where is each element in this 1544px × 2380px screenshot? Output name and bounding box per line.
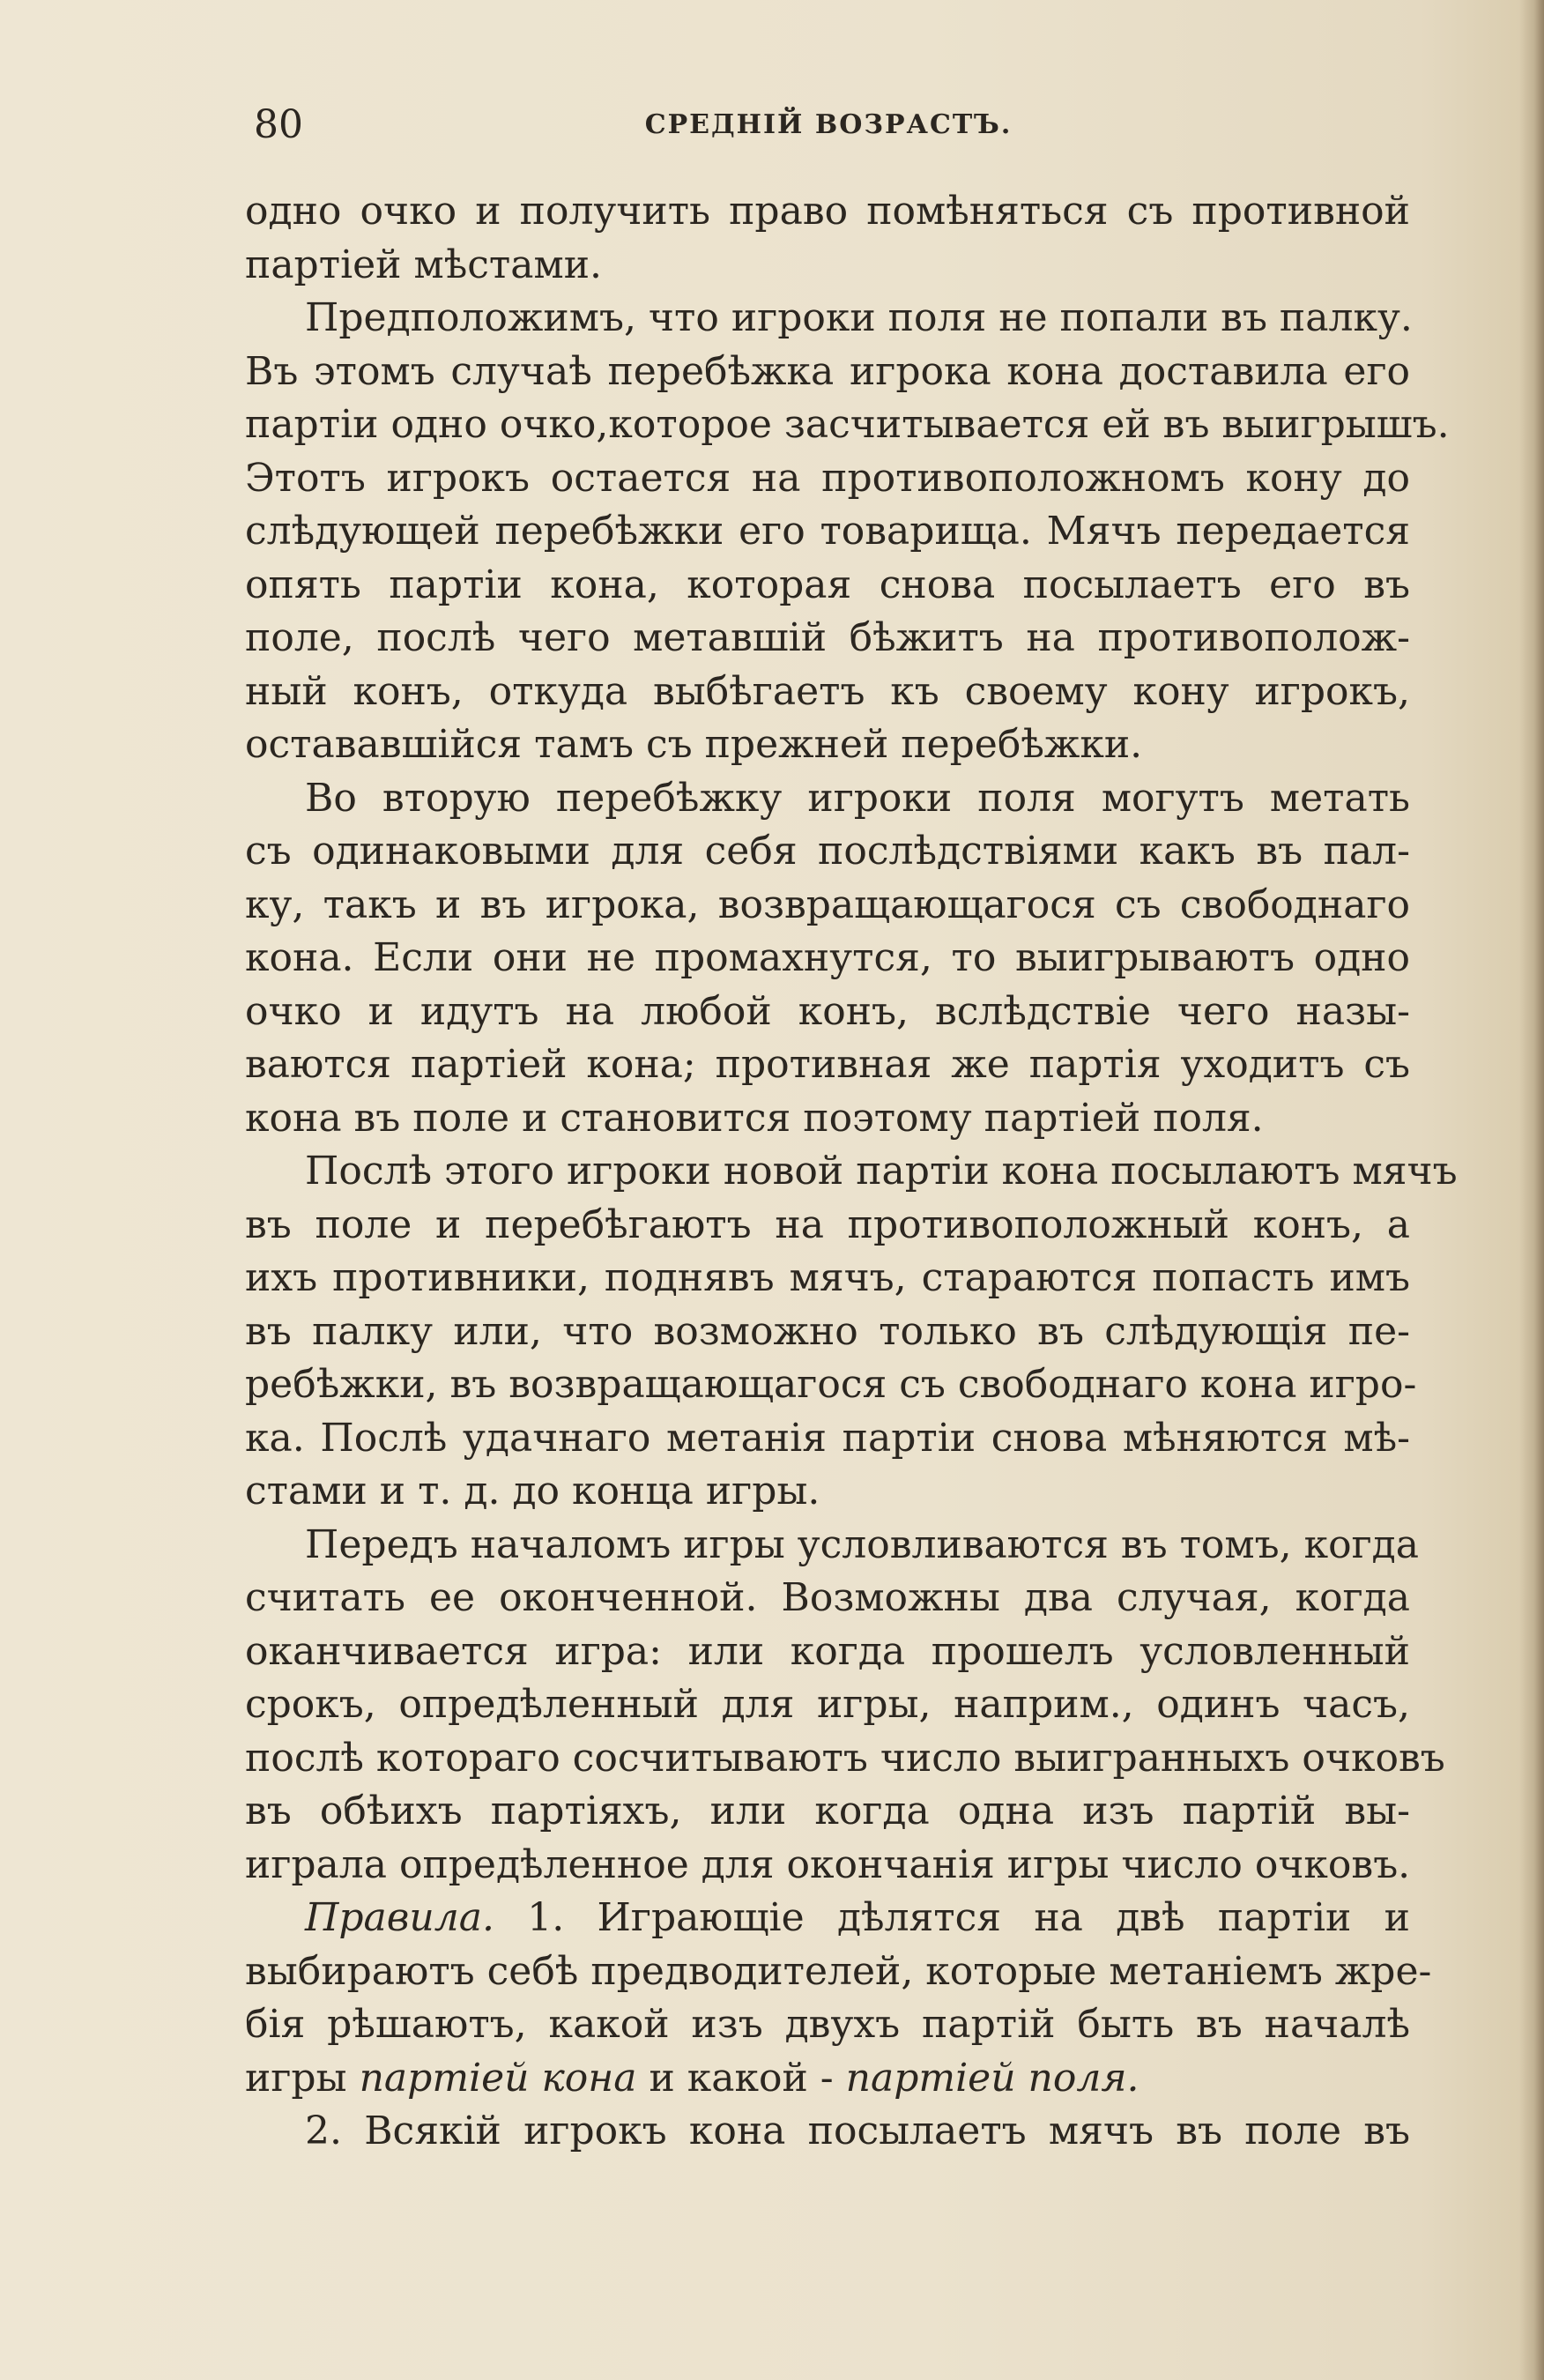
text-line: поле, послѣ чего метавшій бѣжитъ на противополож-: [245, 615, 1410, 660]
page-header: [254, 99, 1403, 152]
text-line: кона въ поле и становится поэтому партіей поля.: [245, 1095, 1264, 1141]
text-line: ваются партіей кона; противная же партія уходитъ съ: [245, 1042, 1410, 1087]
text-line: партіи одно очко,которое засчитывается ей въ выигрышъ.: [245, 402, 1450, 447]
text-run: игры: [245, 2055, 347, 2101]
text-line: послѣ котораго сосчитываютъ число выигранныхъ очковъ: [245, 1735, 1445, 1781]
text-line: съ одинаковыми для себя послѣдствіями какъ въ пал-: [245, 829, 1410, 874]
text-line: одно очко и получить право помѣняться съ противной: [245, 189, 1410, 234]
italic-term: партіей кона: [359, 2055, 637, 2101]
text-line: слѣдующей перебѣжки его товарища. Мячъ передается: [245, 509, 1410, 554]
text-line: Передъ началомъ игры условливаются въ томъ, когда: [305, 1521, 1419, 1567]
text-line: остававшійся тамъ съ прежней перебѣжки.: [245, 722, 1143, 767]
text-line: бія рѣшаютъ, какой изъ двухъ партій быть въ началѣ: [245, 2002, 1410, 2047]
text-line: въ поле и перебѣгаютъ на противоположный конъ, а: [245, 1201, 1410, 1247]
text-line: считать ее оконченной. Возможны два случая, когда: [245, 1575, 1410, 1620]
text-line: очко и идутъ на любой конъ, вслѣдствіе чего назы-: [245, 988, 1410, 1034]
text-line: ребѣжки, въ возвращающагося съ свободнаго кона игро-: [245, 1362, 1417, 1407]
text-line: Послѣ этого игроки новой партіи кона посылаютъ мячъ: [305, 1149, 1458, 1194]
page-edge-shadow: [1519, 0, 1544, 2380]
text-line: оканчивается игра: или когда прошелъ условленный: [245, 1628, 1410, 1674]
text-line: выбираютъ себѣ предводителей, которые метаніемъ жре-: [245, 1948, 1432, 1994]
page-number: 80: [254, 102, 303, 147]
text-line: играла опредѣленное для окончанія игры число очковъ.: [245, 1841, 1411, 1887]
text-run: 1. Играющіе дѣлятся на двѣ партіи и: [527, 1895, 1410, 1940]
italic-term: партіей поля.: [845, 2055, 1139, 2101]
text-line: [245, 1892, 1410, 1945]
text-line: Во вторую перебѣжку игроки поля могутъ метать: [305, 775, 1410, 821]
text-line: ихъ противники, поднявъ мячъ, стараются попасть имъ: [245, 1255, 1410, 1300]
text-line: Въ этомъ случаѣ перебѣжка игрока кона доставила его: [245, 348, 1410, 394]
text-line: кона. Если они не промахнутся, то выигрываютъ одно: [245, 935, 1410, 980]
body-text: [245, 185, 1458, 2159]
text-line: стами и т. д. до конца игры.: [245, 1469, 820, 1514]
text-line: въ палку или, что возможно только въ слѣдующія пе-: [245, 1308, 1410, 1354]
text-line: 2. Всякій игрокъ кона посылаетъ мячъ въ поле въ: [305, 2109, 1410, 2153]
running-head: СРЕДНІЙ ВОЗРАСТЪ.: [644, 109, 1013, 140]
text-line: опять партіи кона, которая снова посылаетъ его въ: [245, 562, 1410, 607]
text-line: срокъ, опредѣленный для игры, наприм., одинъ часъ,: [245, 1682, 1410, 1727]
text-run: и какой -: [636, 2055, 846, 2101]
text-line: [245, 2052, 1410, 2106]
text-line: Предположимъ, что игроки поля не попали въ палку.: [305, 295, 1413, 340]
text-line: партіей мѣстами.: [245, 242, 603, 287]
text-line: въ обѣихъ партіяхъ, или когда одна изъ партій вы-: [245, 1789, 1410, 1833]
text-line: ка. Послѣ удачнаго метанія партіи снова мѣняются мѣ-: [245, 1415, 1410, 1461]
text-line: Этотъ игрокъ остается на противоположномъ кону до: [245, 455, 1410, 501]
rules-heading: Правила.: [305, 1895, 494, 1940]
text-line: ный конъ, откуда выбѣгаетъ къ своему кону игрокъ,: [245, 668, 1410, 714]
text-line: ку, такъ и въ игрока, возвращающагося съ свободнаго: [245, 881, 1410, 927]
